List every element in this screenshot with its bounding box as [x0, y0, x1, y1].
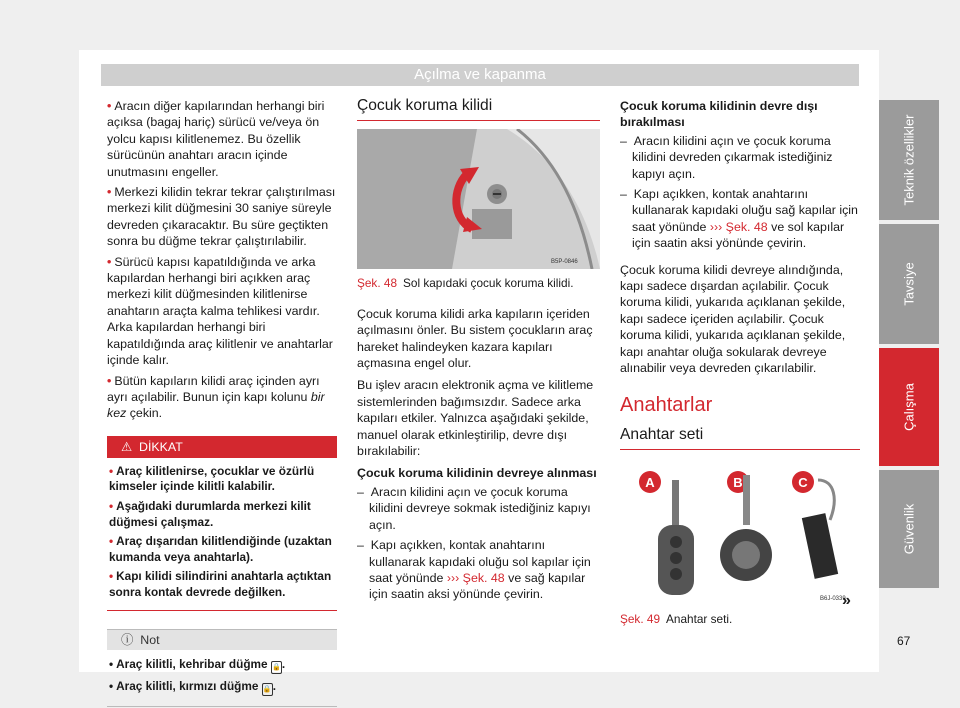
remote-key-icon — [658, 480, 694, 595]
figure-reference-link[interactable]: ››› Şek. 48 — [709, 219, 768, 234]
bullet-icon: • — [107, 373, 112, 388]
paragraph: Çocuk koruma kilidi arka kapıların içeriden açılmasını önler. Bu sistem çocukların araç hareket halindeyken kazara kapıları açmasına engel olur. — [357, 306, 593, 371]
bullet-icon: • — [107, 185, 112, 200]
lock-button-icon: 🔒 — [271, 661, 282, 674]
warning-icon: ⚠ — [121, 439, 133, 454]
child-lock-illustration — [357, 129, 600, 269]
bullet-item: • Bütün kapıların kilidi araç içinden ayrı ayrı açılabilir. Bunun için kapı kolunu bir kez çekin. — [107, 373, 325, 421]
page-number: 67 — [897, 634, 911, 648]
tab-guvenlik[interactable]: Güvenlik — [879, 470, 939, 588]
figure-reference-link[interactable]: ››› Şek. 48 — [446, 570, 505, 585]
subheading: Çocuk koruma kilidinin devre dışı bırakılması — [620, 99, 818, 130]
bullet-item: • Sürücü kapısı kapatıldığında ve arka kapılardan herhangi biri açıkken araç merkezi kilit düğmesinden kilitlenirse anahtarın araçta kalma tehlikesi vardır. Arka kapılardan herhangi biri kapatıldığında araç kilitlenir ve anahtarlar içinde kalır. — [107, 254, 333, 368]
paragraph: Çocuk koruma kilidi devreye alındığında, kapı sadece dışardan açılabilir. Çocuk koruma kilidi, yukarıda açıklanan şekilde, kapı sadece içeriden açılabilir. Çocuk koruma kilidi, yukarıda açıklanan şekilde, kapı anahtar oluğa sokularak devreye alınabilir veya devreden çıkarılabilir. — [620, 262, 846, 376]
note-header: ⓘ Not — [107, 630, 337, 650]
bullet-item: • Aracın diğer kapılarından herhangi biri açıksa (bagaj hariç) sürücü ve/veya ön yolcu kapısı kilitlenemez. Bu özellik sürücünün anahtarı aracın içinde unutmasını engeller. — [107, 99, 325, 179]
key-label-c: C — [798, 475, 808, 491]
note-item: • Araç kilitli, kehribar düğme 🔒. — [109, 656, 337, 674]
figure-child-lock — [357, 129, 600, 269]
step-item: – Aracın kilidini açın ve çocuk koruma kilidini devreden çıkarmak istediğiniz kapıyı açın. — [620, 133, 833, 181]
page-header: Açılma ve kapanma — [101, 64, 859, 86]
step-item: – Aracın kilidini açın ve çocuk koruma kilidini devreye sokmak istediğiniz kapıyı açın. — [357, 484, 591, 532]
chapter-title: Anahtarlar — [620, 393, 713, 416]
tab-calisma[interactable]: Çalışma — [879, 348, 939, 466]
note-box — [107, 629, 337, 707]
warning-item: • Araç kilitlenirse, çocuklar ve özürlü kimseler içinde kilitli kalabilir. — [109, 463, 315, 494]
step-item: – Kapı açıkken, kontak anahtarını kullanarak kapıdaki oluğu sağ kapılar için saat yönünde ››› Şek. 48 ve sol kapılar için saatin aksi yönünde çevirin. — [620, 187, 858, 251]
section-heading: Anahtar seti — [620, 427, 860, 450]
section-heading: Çocuk koruma kilidi — [357, 98, 600, 121]
note-item: • Araç kilitli, kırmızı düğme 🔒. — [109, 678, 337, 696]
bullet-icon: • — [107, 99, 112, 113]
figure-key-set — [620, 460, 860, 605]
bullet-icon: • — [107, 254, 112, 269]
subheading: Çocuk koruma kilidinin devreye alınması — [357, 466, 597, 481]
tab-tavsiye[interactable]: Tavsiye — [879, 224, 939, 344]
note-body — [107, 650, 337, 706]
key-set-illustration — [620, 460, 860, 605]
key-label-b: B — [733, 475, 743, 491]
info-icon: ⓘ — [121, 633, 134, 648]
warning-body — [107, 458, 337, 611]
key-b-icon — [720, 475, 772, 581]
warning-item: • Aşağıdaki durumlarda merkezi kilit düğmesi çalışmaz. — [109, 498, 311, 529]
key-tag-c-icon — [802, 480, 838, 579]
figure-code: B6J-0339 — [820, 596, 846, 603]
warning-header: ⚠ DİKKAT — [107, 437, 337, 458]
key-label-a: A — [645, 475, 655, 491]
lock-button-icon: 🔒 — [262, 683, 273, 696]
step-item: – Kapı açıkken, kontak anahtarını kullanarak kapıdaki oluğu sol kapılar için saat yönünde ››› Şek. 48 ve sağ kapılar için saatin aksi yönünde çevirin. — [357, 538, 591, 602]
paragraph: Bu işlev aracın elektronik açma ve kilitleme sistemlerinden bağımsızdır. Sadece arka kapıları etkiler. Yalnızca aşağıdaki şekilde, manuel olarak etkinleştirilip, devre dışı bırakılabilir: — [357, 378, 594, 459]
figure-code: B5P-0846 — [551, 259, 578, 266]
warning-box — [107, 436, 337, 612]
column-middle — [357, 98, 600, 607]
warning-item: • Araç dışarıdan kilitlendiğinde (uzaktan kumanda veya anahtarla). — [109, 534, 332, 564]
figure-caption: Şek. 49 Anahtar seti. — [620, 612, 733, 627]
figure-caption: Şek. 48 Sol kapıdaki çocuk koruma kilidi. — [357, 276, 574, 291]
bullet-item: • Merkezi kilidin tekrar tekrar çalıştırılması merkezi kilit düğmesini 30 saniye süreyle devreden çıkaracaktır. Bu süre geçtikten sonra bu düğme tekrar çalıştırılabilir. — [107, 185, 336, 249]
continue-icon: » — [842, 592, 851, 609]
column-right — [620, 98, 860, 642]
tab-teknik-ozellikler[interactable]: Teknik özellikler — [879, 100, 939, 220]
warning-item: • Kapı kilidi silindirini anahtarla açtıktan sonra kontak devrede değilken. — [109, 569, 332, 599]
column-left — [107, 98, 337, 707]
